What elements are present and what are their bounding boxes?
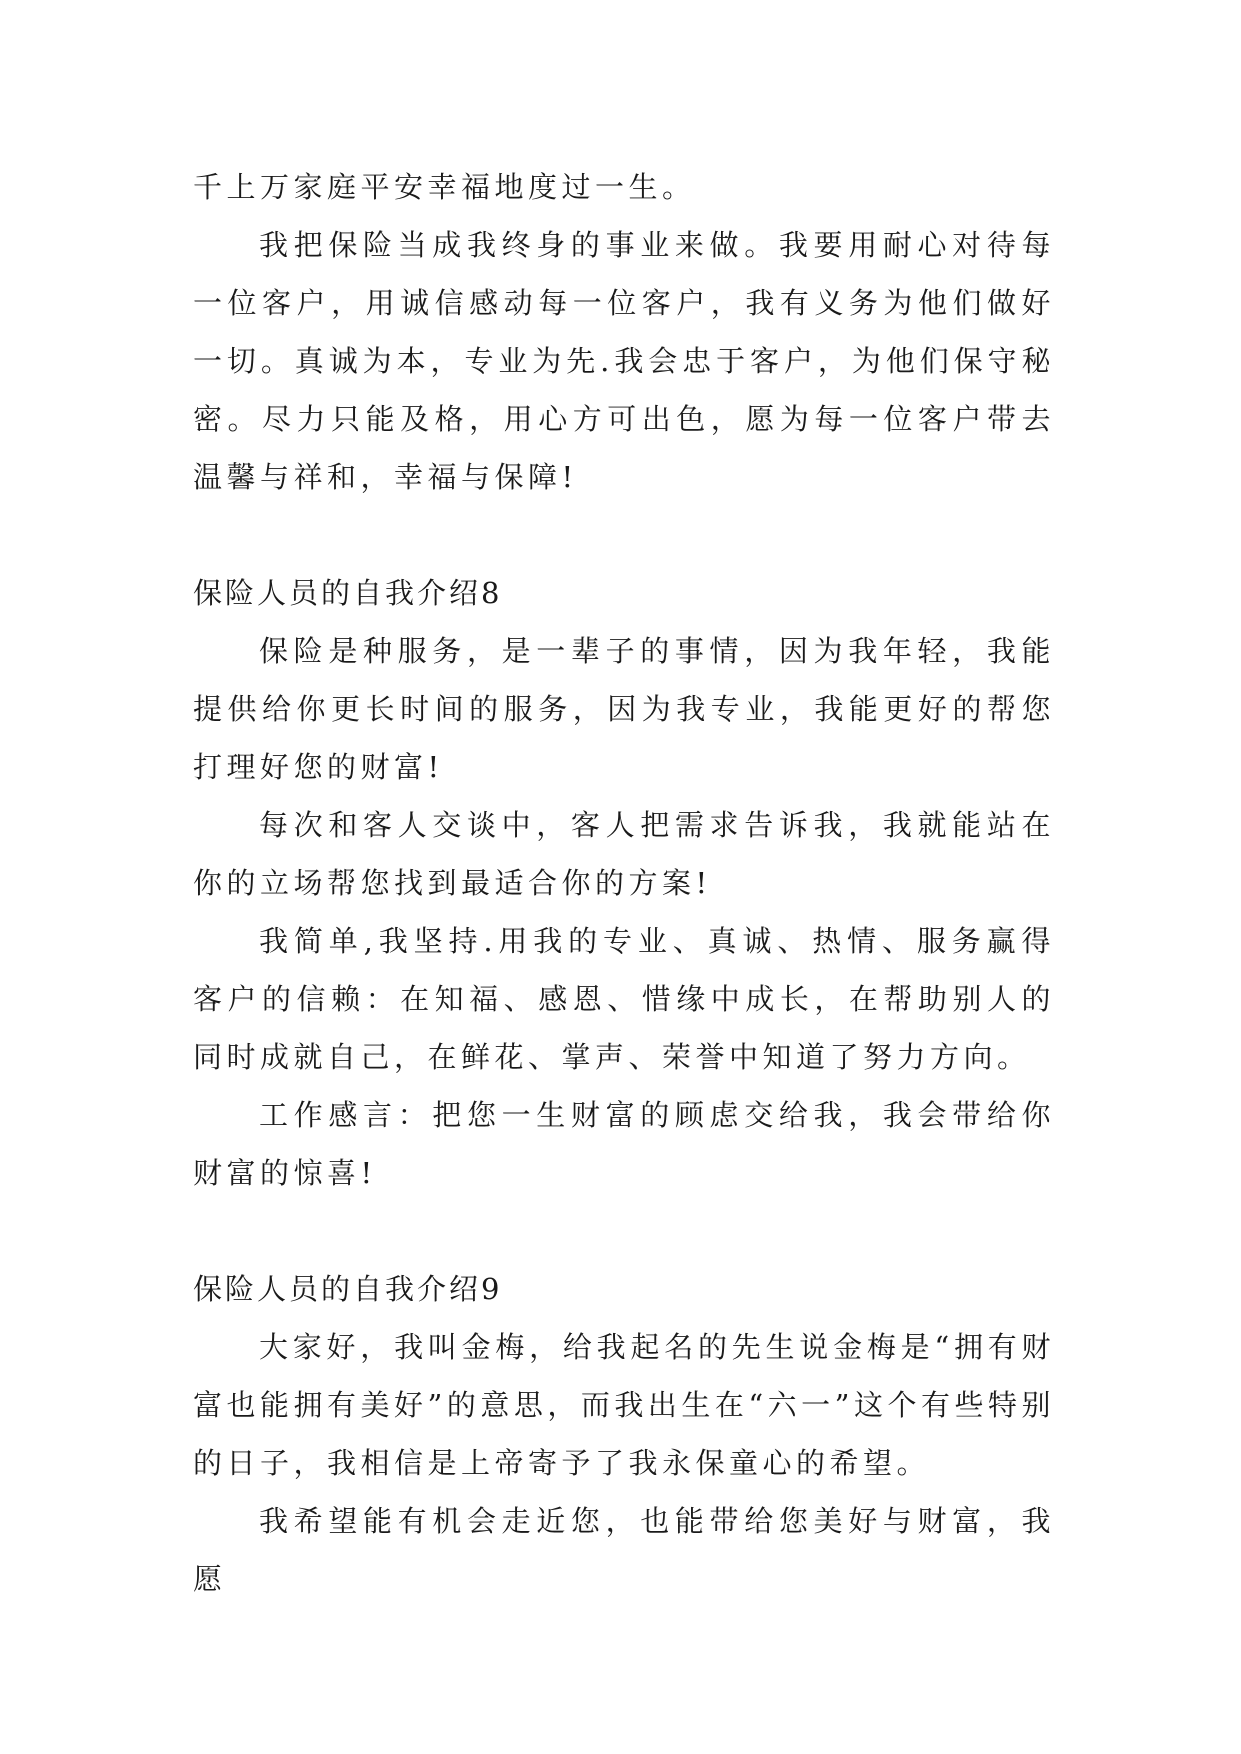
paragraph-continuation: 千上万家庭平安幸福地度过一生。 (193, 170, 696, 204)
paragraph-career-commitment: 我把保险当成我终身的事业来做。我要用耐心对待每一位客户，用诚信感动每一位客户，我有义务为他们做好一切。真诚为本，专业为先.我会忠于客户，为他们保守秘密。尽力只能及格，用心方可出色，愿为每一位客户带去温馨与祥和，幸福与保障! (193, 228, 1055, 494)
document-body (193, 158, 1055, 1608)
section8-paragraph-2: 每次和客人交谈中，客人把需求告诉我，我就能站在你的立场帮您找到最适合你的方案! (193, 808, 1055, 900)
section8-paragraph-4: 工作感言：把您一生财富的顾虑交给我，我会带给你财富的惊喜! (193, 1098, 1055, 1190)
section-heading-9: 保险人员的自我介绍9 (193, 1272, 503, 1306)
section-heading-8: 保险人员的自我介绍8 (193, 576, 503, 610)
section8-paragraph-1: 保险是种服务，是一辈子的事情，因为我年轻，我能提供给你更长时间的服务，因为我专业，我能更好的帮您打理好您的财富! (193, 634, 1055, 784)
section9-paragraph-1: 大家好，我叫金梅，给我起名的先生说金梅是“拥有财富也能拥有美好”的意思，而我出生在“六一”这个有些特别的日子，我相信是上帝寄予了我永保童心的希望。 (193, 1330, 1055, 1480)
section8-paragraph-3: 我简单,我坚持.用我的专业、真诚、热情、服务赢得客户的信赖：在知福、感恩、惜缘中成长，在帮助别人的同时成就自己，在鲜花、掌声、荣誉中知道了努力方向。 (193, 924, 1055, 1074)
section-spacer (193, 506, 1055, 564)
section-spacer (193, 1202, 1055, 1260)
section9-paragraph-2: 我希望能有机会走近您，也能带给您美好与财富，我愿 (193, 1504, 1055, 1596)
